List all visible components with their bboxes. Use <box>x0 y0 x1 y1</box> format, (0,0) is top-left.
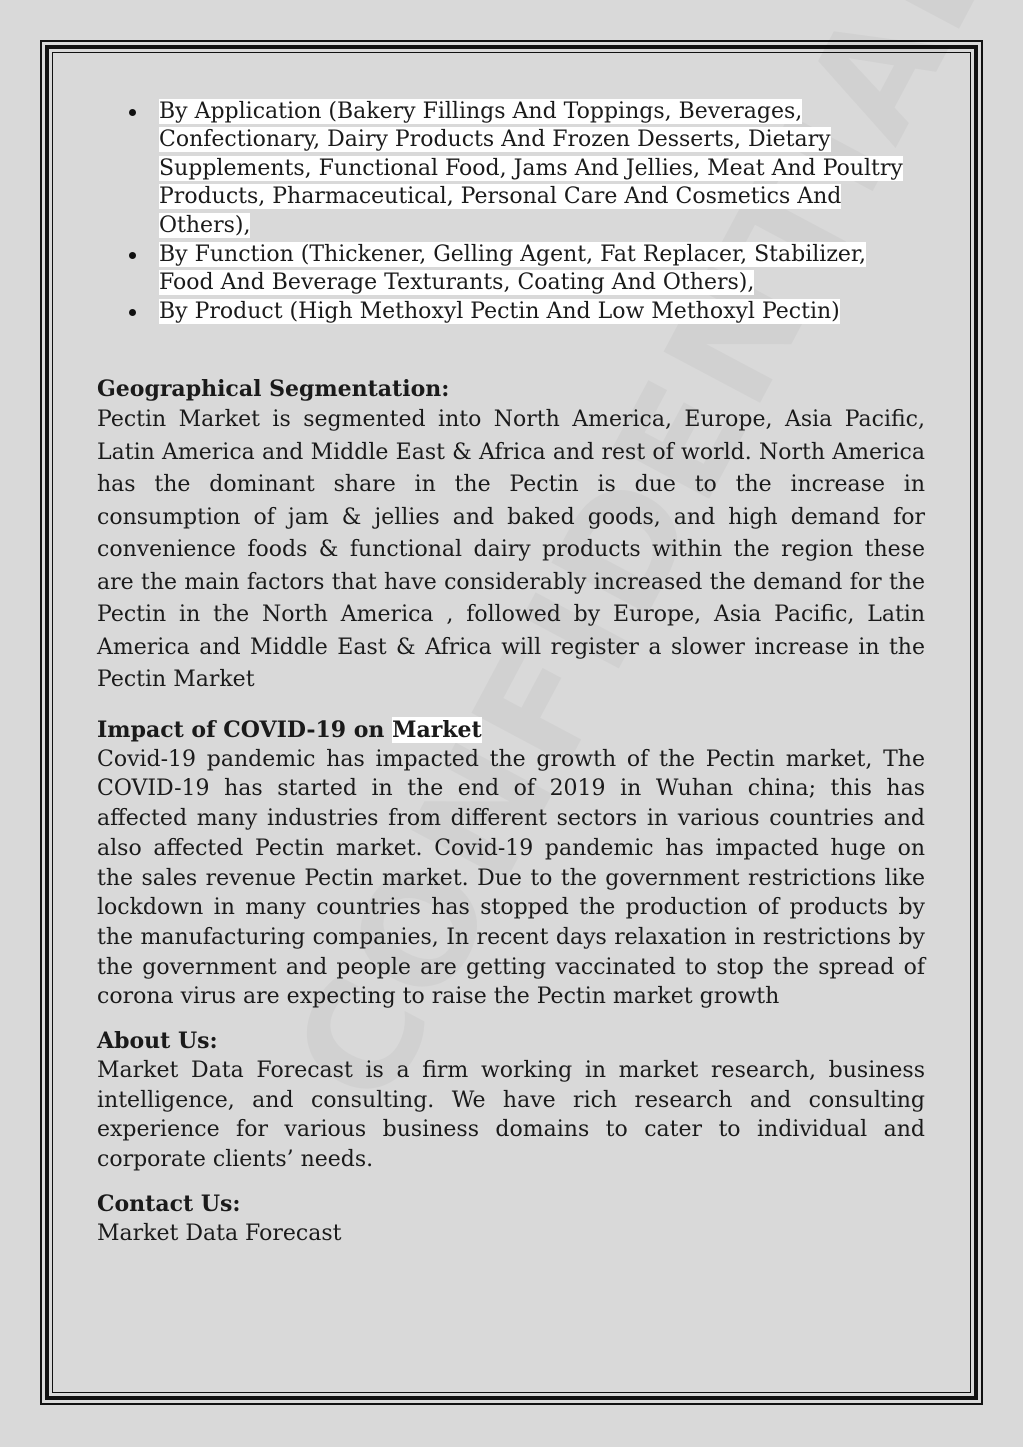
bullet-text: By Product (High Methoxyl Pectin And Low Methoxyl Pectin) <box>159 298 840 324</box>
contact-us-text: Market Data Forecast <box>97 1220 342 1246</box>
covid-heading-highlight: Market <box>392 716 482 743</box>
covid-heading-prefix: Impact of COVID-19 on <box>97 716 393 743</box>
about-us-text: Market Data Forecast is a firm working in market research, business intelligence, and consulting. We have rich research and consulting experience for various business domains to cater to individual and corporate clients’ needs. <box>97 1058 925 1173</box>
list-item <box>159 298 925 326</box>
document-content <box>97 98 925 1249</box>
covid-impact-text: Covid-19 pandemic has impacted the growth of the Pectin market, The COVID-19 has started in the end of 2019 in Wuhan china; this has affected many industries from different sectors in various countries and also affected Pectin market. Covid-19 pandemic has impacted huge on the sales revenue Pectin market. Due to the government restrictions like lockdown in many countries has stopped the production of products by the manufacturing companies, In recent days relaxation in restrictions by the government and people are getting vaccinated to stop the spread of corona virus are expecting to raise the Pectin market growth <box>97 746 925 1010</box>
contact-us-heading: Contact Us: <box>97 1190 241 1217</box>
bullet-icon <box>129 309 136 316</box>
bullet-text: By Function (Thickener, Gelling Agent, Fat Replacer, Stabilizer, Food And Beverage Texturants, Coating And Others), <box>159 241 867 295</box>
list-item <box>159 98 925 240</box>
bullet-icon <box>129 252 136 259</box>
bullet-icon <box>129 109 136 116</box>
segment-bullet-list <box>97 98 925 326</box>
geographical-segmentation-text: Pectin Market is segmented into North America, Europe, Asia Pacific, Latin America and Middle East & Africa and rest of world. North America has the dominant share in the Pectin is due to the increase in consumption of jam & jellies and baked goods, and high demand for convenience foods & functional dairy products within the region these are the main factors that have considerably increased the demand for the Pectin in the North America , followed by Europe, Asia Pacific, Latin America and Middle East & Africa will register a slower increase in the Pectin Market <box>97 407 925 693</box>
list-item <box>159 241 925 298</box>
geographical-segmentation-heading: Geographical Segmentation: <box>97 376 450 403</box>
bullet-text: By Application (Bakery Fillings And Toppings, Beverages, Confectionary, Dairy Products And Frozen Desserts, Dietary Supplements, Functional Food, Jams And Jellies, Meat And Poultry Products, Pharmaceutical, Personal Care And Cosmetics And Others), <box>159 99 903 238</box>
about-us-heading: About Us: <box>97 1028 218 1055</box>
covid-impact-heading <box>97 715 925 745</box>
